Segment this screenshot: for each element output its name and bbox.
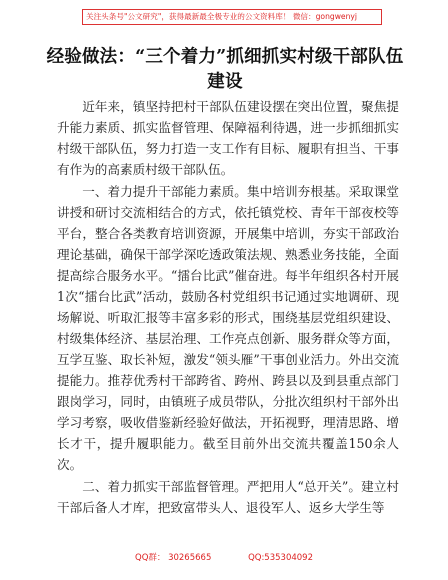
document-body [57,96,399,518]
footer-qq: QQ:535304092 [248,553,313,563]
paragraph-section-2: 二、着力抓实干部监督管理。严把用人“总开关”。建立村干部后备人才库，把致富带头人、退役军人、返乡大学生等 [57,479,399,515]
document-title: 经验做法：“三个着力”抓细抓实村级干部队伍建设 [46,47,404,92]
paragraph-section-1: 一、着力提升干部能力素质。集中培训夯根基。采取课堂讲授和研讨交流相结合的方式，依托镇党校、青年干部夜校等平台，整合各类教育培训资源，开展集中培训，夯实干部政治理论基础，确保干部学深吃透政策法规、熟悉业务技能，全面提高综合服务水平。“擂台比武”催奋进。每半年组织各村开展1次“擂台比武”活动，鼓励各村党组织书记通过实地调研、现场解说、听取汇报等丰富多彩的形式，围绕基层党组织建设、村级集体经济、基层治理、工作亮点创新、服务群众等方面，互学互鉴、取长补短，激发“领头雁”干事创业活力。外出交流提能力。推荐优秀村干部跨省、跨州、跨县以及到县重点部门跟岗学习，同时，由镇班子成员带队，分批次组织村干部外出学习考察，吸收借鉴新经验好做法，开拓视野，理清思路、增长才干，提升履职能力。截至目前外出交流共覆盖150余人次。 [57,184,399,472]
promo-banner: 关注头条号"公文研究"，获得最新最全极专业的公文资料库！ 微信：gongwenyj [82,9,382,25]
paragraph-intro: 近年来，镇坚持把村干部队伍建设摆在突出位置，聚焦提升能力素质、抓实监督管理、保障福利待遇，进一步抓细抓实村级干部队伍，努力打造一支工作有目标、履职有担当、干事有作为的高素质村级干部队伍。 [57,99,399,177]
footer-qq-group: QQ群： 30265665 [135,553,212,563]
footer-contact [0,551,448,563]
